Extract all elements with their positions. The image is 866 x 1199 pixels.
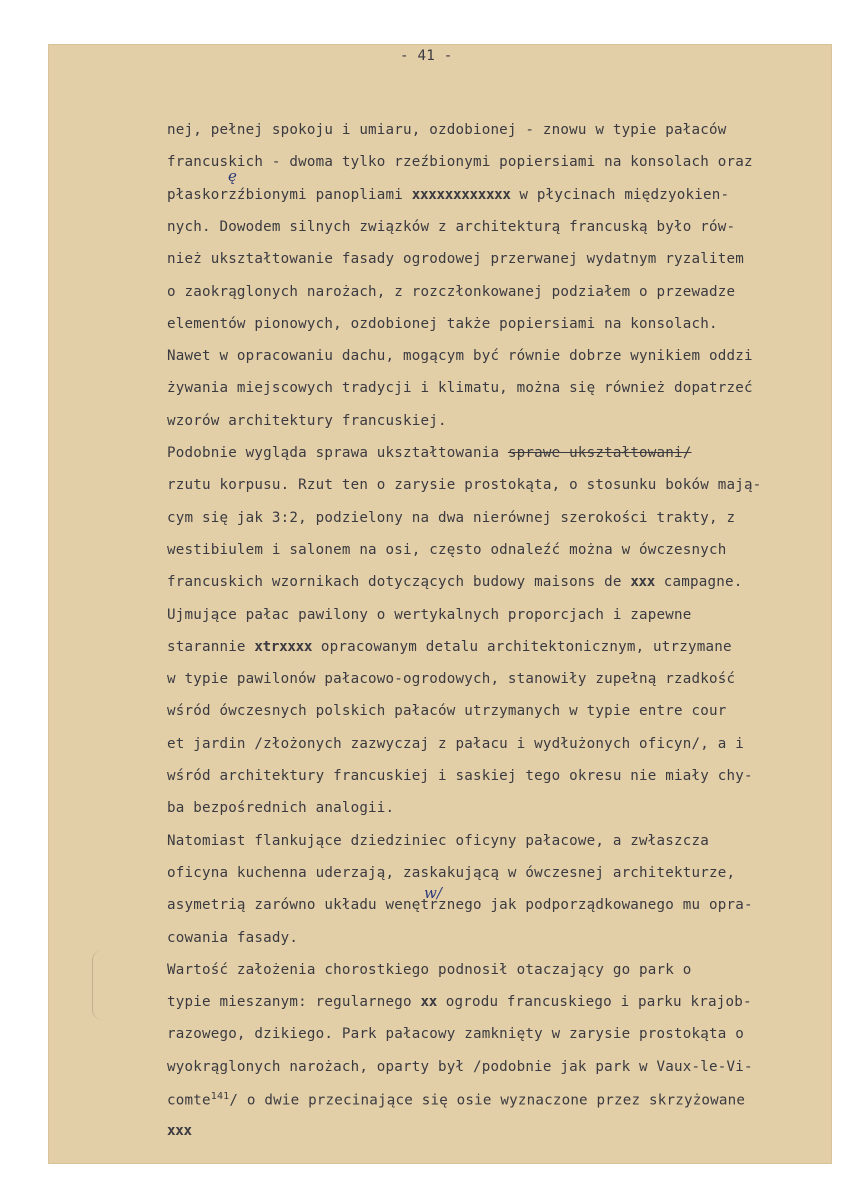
- line-text: rzutu korpusu. Rzut ten o zarysie prostokąta, o stosunku boków mają-: [167, 477, 762, 494]
- line-text: Nawet w opracowaniu dachu, mogącym być równie dobrze wynikiem oddzi: [167, 348, 753, 365]
- line-text: żywania miejscowych tradycji i klimatu, można się również dopatrzeć: [167, 380, 753, 397]
- line-text: nych. Dowodem silnych związków z architekturą francuską było rów-: [167, 218, 736, 235]
- line-text: elementów pionowych, ozdobionej także popiersiami na konsolach.: [167, 315, 718, 332]
- line-text: nież ukształtowanie fasady ogrodowej przerwanej wydatnym ryzalitem: [167, 251, 744, 268]
- crossed-out-text: xx: [420, 994, 437, 1011]
- line-text: et jardin /złożonych zazwyczaj z pałacu i wydłużonych oficyn/, a i: [167, 735, 744, 752]
- line-text: Natomiast flankujące dziedziniec oficyny pałacowe, a zwłaszcza: [167, 832, 709, 849]
- typescript-line: [167, 316, 866, 332]
- typescript-line: [167, 413, 866, 429]
- line-text: Wartość założenia chorostkiego podnosił otaczający go park o: [167, 961, 692, 978]
- typescript-line: [167, 930, 866, 946]
- typescript-line: [167, 768, 866, 784]
- typescript-line: [167, 736, 866, 752]
- line-text: asymetrią zarówno układu wenętrznego jak podporządkowanego mu opra-: [167, 897, 753, 914]
- line-text: o zaokrąglonych narożach, z rozczłonkowanej podziałem o przewadze: [167, 283, 736, 300]
- line-text: razowego, dzikiego. Park pałacowy zamknięty w zarysie prostokąta o: [167, 1026, 744, 1043]
- crossed-out-text: xxxxxxxxxxxx: [411, 186, 511, 203]
- typescript-line: [167, 962, 866, 978]
- line-text: Podobnie wygląda sprawa ukształtowania: [167, 445, 508, 461]
- typescript-line: [167, 477, 866, 493]
- typescript-line: [167, 445, 866, 461]
- line-text: w typie pawilonów pałacowo-ogrodowych, stanowiły zupełną rzadkość: [167, 671, 736, 688]
- line-text: cym się jak 3:2, podzielony na dwa nierównej szerokości trakty, z: [167, 509, 736, 526]
- line-text: starannie: [167, 638, 255, 655]
- typescript-line: [167, 703, 866, 719]
- line-text: typie mieszanym: regularnego: [167, 994, 421, 1011]
- line-text: francuskich - dwoma tylko rzeźbionymi popiersiami na konsolach oraz: [167, 154, 753, 171]
- typescript-line: [167, 865, 866, 881]
- line-text: opracowanym detalu architektonicznym, utrzymane: [312, 638, 732, 655]
- typescript-line: [167, 122, 866, 138]
- line-text: ba bezpośrednich analogii.: [167, 800, 395, 817]
- crossed-out-text: xxx: [630, 574, 656, 591]
- line-text: wśród ówczesnych polskich pałaców utrzymanych w typie entre cour: [167, 703, 727, 720]
- crossed-out-text: xtrxxxx: [254, 638, 313, 655]
- typescript-line: [167, 219, 866, 235]
- line-text: wśród architektury francuskiej i saskiej tego okresu nie miały chy-: [167, 768, 753, 784]
- line-text: westibiulem i salonem na osi, często odnaleźć można w ówczesnych: [167, 541, 727, 558]
- line-text: ogrodu francuskiego i parku krajob-: [437, 994, 752, 1011]
- typescript-line: [167, 510, 866, 526]
- line-text: w płycinach międzyokien-: [510, 186, 730, 203]
- typescript-line: [167, 251, 866, 267]
- line-text: cowania fasady.: [167, 929, 299, 946]
- typescript-line: [167, 154, 866, 170]
- typescript-line: [167, 800, 866, 816]
- page-number: - 41 -: [400, 48, 453, 64]
- line-text: Ujmujące pałac pawilony o wertykalnych proporcjach i zapewne: [167, 606, 692, 623]
- line-text: campagne.: [655, 574, 743, 591]
- typescript-line: [167, 607, 866, 623]
- line-text: nej, pełnej spokoju i umiaru, ozdobionej - znowu w typie pałaców: [167, 122, 727, 138]
- typescript-line: [167, 1059, 866, 1075]
- footnote-reference: 141: [210, 1091, 230, 1102]
- line-text: francuskich wzornikach dotyczących budowy maisons de: [167, 574, 631, 591]
- struck-through-text: sprawe ukształtowani/: [507, 445, 692, 461]
- line-text: płaskorzźbionymi panopliami: [167, 186, 412, 203]
- handwritten-correction: ę: [228, 167, 237, 185]
- typescript-line: [167, 284, 866, 300]
- line-text: / o dwie przecinające się osie wyznaczone przez skrzyżowane: [229, 1092, 746, 1109]
- typescript-line: [167, 1026, 866, 1042]
- typescript-line: [167, 671, 866, 687]
- typescript-line: [167, 1091, 866, 1109]
- typescript-line: [167, 574, 866, 590]
- line-text: wzorów architektury francuskiej.: [167, 412, 447, 429]
- handwritten-correction: w/: [424, 884, 442, 902]
- typescript-line: [167, 348, 866, 364]
- line-text: oficyna kuchenna uderzają, zaskakującą w ówczesnej architekturze,: [167, 864, 736, 881]
- typescript-line: [167, 639, 866, 655]
- crossed-out-text: xxx: [167, 1123, 192, 1140]
- typescript-line: [167, 833, 866, 849]
- typescript-line: [167, 380, 866, 396]
- typescript-line: [167, 994, 866, 1010]
- line-text: comte: [167, 1092, 211, 1109]
- pencil-mark: [92, 950, 113, 1020]
- typescript-line: [167, 1123, 866, 1139]
- typescript-line: [167, 897, 866, 913]
- typescript-line: [167, 187, 866, 203]
- line-text: wyokrąglonych narożach, oparty był /podobnie jak park w Vaux-le-Vi-: [167, 1058, 753, 1075]
- typescript-line: [167, 542, 866, 558]
